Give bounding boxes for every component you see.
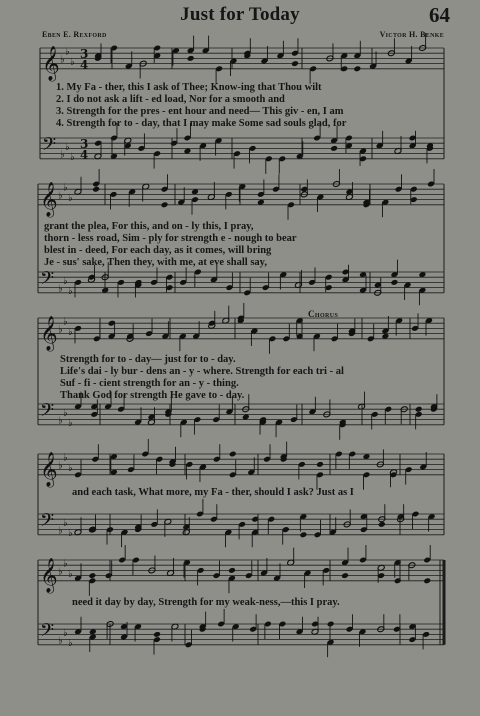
lyric-line: and each task, What more, my Fa - ther, should I ask? Just as I [72,487,354,498]
note-head [327,621,335,628]
flat-icon: ♭ [63,407,68,419]
flat-icon: ♭ [58,283,63,295]
flat-icon: ♭ [58,324,63,336]
bass-clef-icon: 𝄢 [40,620,55,646]
note-head [341,572,349,579]
note-head [316,461,324,468]
flat-icon: ♭ [68,463,73,474]
time-signature-bottom: 4 [80,147,89,162]
hymn-number: 64 [429,3,450,27]
lyric-line: Strength for to - day— just for to - day. [60,354,236,365]
flat-icon: ♭ [58,635,63,647]
note-head [353,65,361,72]
note-head [299,531,307,538]
flat-icon: ♭ [68,286,73,298]
note-head [187,55,195,62]
note-head [291,60,299,67]
lyric-line: Je - sus' sake, Then they, with me, at eve shall say, [44,257,267,268]
hymn-title: Just for Today [180,4,300,25]
flat-icon: ♭ [58,460,63,472]
flat-icon: ♭ [58,566,63,578]
flat-icon: ♭ [58,415,63,427]
time-signature-top: 3 [80,46,89,61]
flat-icon: ♭ [63,275,68,287]
time-signature-top: 3 [80,136,89,151]
flat-icon: ♭ [65,46,70,58]
note-head [423,577,431,584]
flat-icon: ♭ [60,149,65,161]
note-head [229,451,237,458]
bass-clef-icon: 𝄢 [40,400,55,426]
treble-clef-icon: 𝄞 [40,315,58,351]
note-head [153,631,161,638]
flat-icon: ♭ [68,638,73,650]
flat-icon: ♭ [63,558,68,570]
time-signature-bottom: 4 [80,57,89,72]
flat-icon: ♭ [65,141,70,153]
composer-credit: Victor H. Benke [379,30,444,39]
lyric-line: blest in - deed, For each day, as it comes, will bring [44,245,272,256]
author-credit: Eben E. Rexford [42,30,107,39]
flat-icon: ♭ [70,152,75,164]
lyric-line: 4. Strength for to - day, that I may make Some sad souls glad, for [56,118,347,129]
flat-icon: ♭ [58,525,63,537]
lyric-line: 1. My Fa - ther, this I ask of Thee; Know-ing that Thou wilt [56,82,322,93]
lyric-line: Thank God for strength He gave to - day. [60,390,245,401]
lyric-line: grant the plea, For this, and on - ly this, I pray, [44,221,254,232]
lyric-line: Life's dai - ly bur - dens an - y - where. Strength for each tri - al [60,366,344,377]
flat-icon: ♭ [63,182,68,194]
treble-clef-icon: 𝄞 [40,451,58,487]
lyric-line: thorn - less road, Sim - ply for strength e - nough to bear [44,233,297,244]
flat-icon: ♭ [63,316,68,328]
treble-clef-icon: 𝄞 [42,45,60,81]
treble-clef-icon: 𝄞 [40,557,58,593]
flat-icon: ♭ [68,528,73,540]
lyric-line: 2. I do not ask a lift - ed load, Nor for a smooth and [56,94,285,105]
flat-icon: ♭ [63,517,68,529]
flat-icon: ♭ [63,452,68,464]
flat-icon: ♭ [68,327,73,338]
note-head [378,521,386,528]
flat-icon: ♭ [58,190,63,202]
chorus-label: Chorus [308,309,339,319]
bass-clef-icon: 𝄢 [40,268,55,294]
lyric-line: need it day by day, Strength for my weak-ness,—this I pray. [72,597,340,608]
flat-icon: ♭ [63,627,68,639]
note-head [228,567,236,574]
flat-icon: ♭ [70,57,75,68]
flat-icon: ♭ [60,54,65,66]
note-head [92,186,100,193]
bass-clef-icon: 𝄢 [42,134,57,160]
lyric-line: 3. Strength for the pres - ent hour and need— This giv - en, I am [56,106,344,117]
note-head [415,406,423,413]
note-head [391,279,399,286]
flat-icon: ♭ [68,418,73,430]
note-head [88,572,96,579]
bass-clef-icon: 𝄢 [40,510,55,536]
flat-icon: ♭ [68,569,73,580]
lyric-line: Suf - fi - cient strength for an - y - thing. [60,378,239,389]
note-head [161,201,169,208]
flat-icon: ♭ [68,193,73,204]
note-head [330,145,338,152]
treble-clef-icon: 𝄞 [40,181,58,217]
